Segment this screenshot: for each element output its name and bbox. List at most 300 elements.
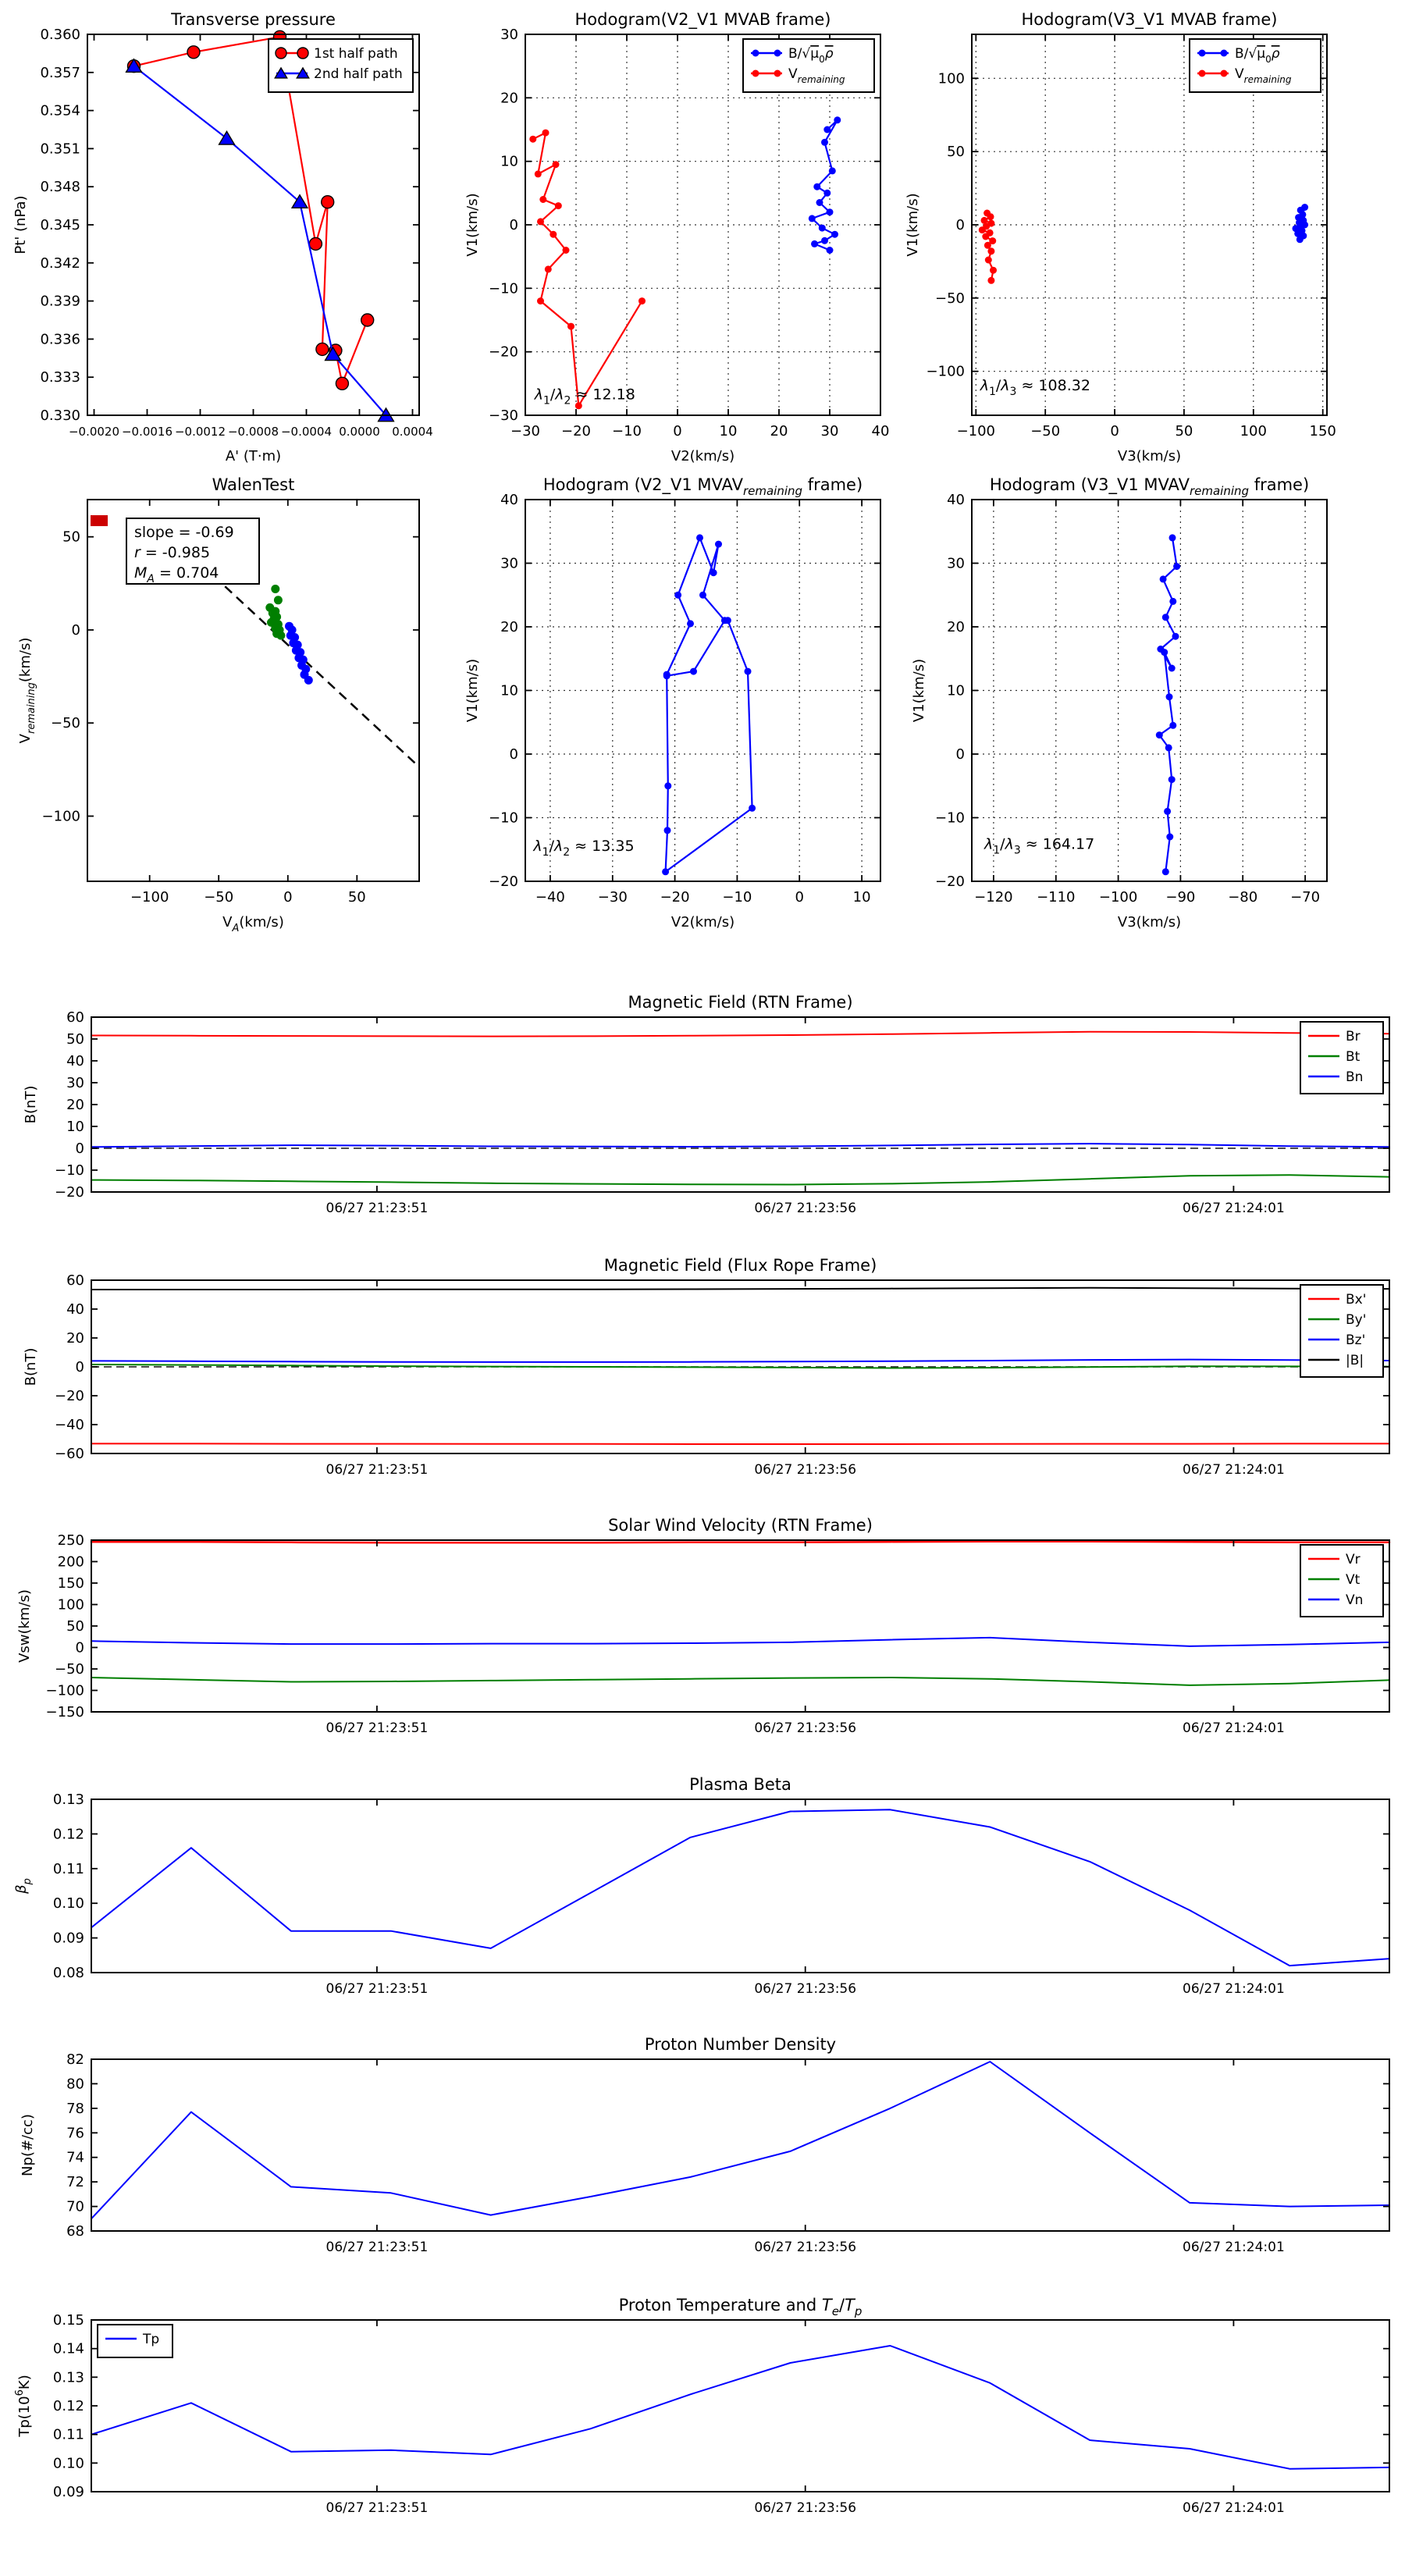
proton-temp-ytick-label: 0.13 (52, 2369, 84, 2386)
mag-rtn-xtick-label: 06/27 21:24:01 (1183, 1201, 1285, 1216)
mag-fluxrope-ytick-label: 40 (66, 1301, 84, 1318)
hodogram-v3v1-mvab-marker-v-remaining (987, 247, 994, 254)
vsw-rtn-axes-frame (91, 1540, 1389, 1712)
walen-test-stats-line: $M_A = 0.704$ (134, 564, 219, 585)
plasma-beta-ytick-label: 0.08 (52, 1965, 84, 1981)
hodogram-v3v1-mvab-markers-b-alfven (1293, 204, 1309, 243)
mag-fluxrope-legend-label: Bx' (1346, 1292, 1367, 1308)
transverse-pressure-marker-first-half-path (361, 314, 374, 326)
mag-fluxrope-ytick-label: −20 (55, 1388, 84, 1404)
hodogram-v3v1-mvav-marker-trace (1168, 665, 1176, 672)
mag-rtn-xtick-label: 06/27 21:23:56 (754, 1201, 857, 1216)
hodogram-v2v1-mvav-annotation-0: $\lambda_1/\lambda_2 \approx 13.35$ (533, 837, 635, 859)
vsw-rtn-legend-label: Vr (1346, 1552, 1361, 1567)
hodogram-v2v1-mvav-marker-trace (664, 782, 671, 789)
hodogram-v2v1-mvab-marker-v-remaining (638, 297, 646, 304)
mag-fluxrope-legend-label: |B| (1346, 1353, 1364, 1368)
hodogram-v2v1-mvab-marker-v-remaining (563, 247, 570, 254)
hodogram-v3v1-mvav-xtick-label: −110 (1037, 889, 1076, 906)
proton-temp-legend (98, 2325, 173, 2357)
proton-temp-xtick-label: 06/27 21:24:01 (1183, 2500, 1285, 2516)
transverse-pressure-marker-first-half-path (187, 46, 200, 59)
plasma-beta-ytick-label: 0.10 (52, 1895, 84, 1912)
walen-test-fit-line (202, 565, 419, 767)
hodogram-v3v1-mvav-ytick-label: −20 (935, 873, 965, 890)
hodogram-v2v1-mvab-marker-b-alfven (809, 215, 816, 222)
hodogram-v3v1-mvab-xlabel: V3(km/s) (1117, 448, 1182, 464)
hodogram-v2v1-mvav-xtick-label: −10 (722, 889, 752, 906)
hodogram-v2v1-mvab-markers-v-remaining (529, 130, 646, 410)
transverse-pressure-ytick-label: 0.354 (40, 102, 80, 119)
proton-temp-xtick-label: 06/27 21:23:51 (325, 2500, 429, 2516)
proton-density (20, 2035, 1389, 2255)
plasma-beta-ytick-label: 0.13 (52, 1791, 84, 1808)
walen-test-marker-walen-green (271, 585, 279, 593)
hodogram-v2v1-mvab-ytick-label: 30 (500, 27, 518, 43)
transverse-pressure (12, 10, 433, 464)
hodogram-v2v1-mvab-legend-marker (752, 50, 759, 57)
transverse-pressure-ytick-label: 0.360 (40, 27, 80, 43)
hodogram-v2v1-mvab-legend-marker (774, 50, 781, 57)
transverse-pressure-ytick-label: 0.345 (40, 217, 80, 233)
transverse-pressure-marker-first-half-path (336, 377, 348, 390)
hodogram-v2v1-mvab-marker-v-remaining (537, 218, 544, 225)
hodogram-v2v1-mvab-marker-v-remaining (529, 136, 536, 143)
hodogram-v3v1-mvav-ytick-label: 30 (947, 555, 965, 572)
hodogram-v2v1-mvav-xtick-label: −30 (597, 889, 628, 906)
hodogram-v3v1-mvab-marker-v-remaining (979, 226, 986, 233)
plasma-beta-xtick-label: 06/27 21:23:56 (754, 1981, 857, 1997)
transverse-pressure-xtick-label: −0.0012 (174, 425, 226, 439)
hodogram-v2v1-mvav-marker-trace (724, 617, 731, 624)
walen-test-xtick-label: −100 (130, 889, 169, 906)
hodogram-v2v1-mvab-marker-v-remaining (553, 161, 560, 168)
proton-density-xtick-label: 06/27 21:23:56 (754, 2240, 857, 2255)
hodogram-v2v1-mvab-marker-v-remaining (550, 231, 557, 238)
mag-rtn-ytick-label: 40 (66, 1053, 84, 1069)
proton-density-series-np (91, 2062, 1389, 2218)
transverse-pressure-xtick-label: −0.0020 (68, 425, 120, 439)
proton-density-ytick-label: 80 (66, 2076, 84, 2093)
hodogram-v3v1-mvav-marker-trace (1156, 731, 1163, 738)
hodogram-v2v1-mvab-marker-b-alfven (816, 199, 823, 206)
plasma-beta-ytick-label: 0.12 (52, 1826, 84, 1843)
hodogram-v2v1-mvav-ytick-label: 40 (500, 492, 518, 508)
hodogram-v3v1-mvav-title: Hodogram (V3_V1 $MVAV_{remaining}$ frame) (989, 475, 1310, 498)
mag-rtn-ytick-label: 0 (75, 1140, 84, 1157)
transverse-pressure-legend-marker (276, 48, 286, 59)
vsw-rtn-ytick-label: 200 (57, 1553, 84, 1571)
hodogram-v2v1-mvab-legend (743, 39, 874, 92)
mag-rtn-legend-label: Br (1346, 1029, 1361, 1044)
proton-temp-legend-label: Tp (143, 2332, 160, 2347)
hodogram-v3v1-mvab-marker-v-remaining (987, 213, 994, 220)
walen-test-ytick-label: 0 (71, 622, 80, 639)
vsw-rtn-ytick-label: 250 (57, 1532, 84, 1549)
hodogram-v2v1-mvav-marker-trace (715, 541, 722, 548)
hodogram-v3v1-mvav-marker-trace (1162, 868, 1169, 875)
mag-fluxrope-legend (1300, 1285, 1383, 1377)
mag-rtn-axes-frame (91, 1017, 1389, 1192)
hodogram-v3v1-mvab-xtick-label: −100 (956, 423, 996, 439)
hodogram-v3v1-mvab-ytick-label: −50 (935, 290, 965, 307)
hodogram-v2v1-mvab-xtick-label: −30 (510, 423, 540, 439)
proton-density-ytick-label: 76 (66, 2125, 84, 2142)
mag-fluxrope-series-by (91, 1364, 1389, 1368)
transverse-pressure-ylabel: Pt' (nPa) (12, 195, 29, 254)
hodogram-v2v1-mvav-ytick-label: −20 (489, 873, 518, 890)
hodogram-v2v1-mvav-marker-trace (687, 620, 694, 627)
hodogram-v3v1-mvab-legend (1190, 39, 1321, 92)
vsw-rtn-title: Solar Wind Velocity (RTN Frame) (608, 1516, 873, 1535)
vsw-rtn-legend-label: Vt (1346, 1572, 1361, 1588)
vsw-rtn-series-vn (91, 1638, 1389, 1646)
hodogram-v3v1-mvab-marker-b-alfven (1297, 236, 1304, 243)
mag-fluxrope-ytick-label: 20 (66, 1330, 84, 1347)
hodogram-v2v1-mvab-ytick-label: −20 (489, 343, 518, 361)
proton-density-ytick-label: 68 (66, 2223, 84, 2240)
plasma-beta (13, 1775, 1389, 1997)
hodogram-v2v1-mvab-xtick-label: −20 (561, 423, 591, 439)
hodogram-v3v1-mvav-marker-trace (1166, 834, 1173, 841)
transverse-pressure-legend-marker (297, 48, 308, 59)
mag-rtn-legend-box (1300, 1022, 1383, 1094)
hodogram-v2v1-mvab-ytick-label: −10 (489, 280, 518, 297)
hodogram-v2v1-mvab-marker-v-remaining (545, 265, 552, 272)
hodogram-v3v1-mvav-ytick-label: 0 (955, 746, 965, 763)
vsw-rtn-ytick-label: −50 (55, 1661, 84, 1678)
mag-fluxrope-ytick-label: 0 (75, 1359, 84, 1375)
vsw-rtn-xtick-label: 06/27 21:23:51 (325, 1720, 429, 1736)
mag-fluxrope-series-bz (91, 1360, 1389, 1362)
walen-test-ytick-label: −50 (51, 715, 80, 732)
vsw-rtn-ytick-label: 0 (75, 1639, 84, 1656)
hodogram-v3v1-mvav-marker-trace (1164, 808, 1171, 815)
mag-fluxrope-series-bx (91, 1443, 1389, 1444)
hodogram-v3v1-mvab-legend-marker (1221, 50, 1228, 57)
hodogram-v2v1-mvav-ytick-label: 30 (500, 555, 518, 572)
transverse-pressure-ytick-label: 0.339 (40, 293, 80, 310)
hodogram-v3v1-mvav-marker-trace (1169, 534, 1176, 541)
walen-test-xtick-label: 50 (347, 889, 366, 906)
mag-rtn-ytick-label: 60 (66, 1009, 84, 1026)
hodogram-v3v1-mvav-xtick-label: −80 (1228, 889, 1258, 906)
mag-fluxrope-series-bmag (91, 1288, 1389, 1290)
hodogram-v2v1-mvav-marker-trace (674, 592, 681, 599)
hodogram-v3v1-mvav-marker-trace (1169, 598, 1176, 605)
plasma-beta-xtick-label: 06/27 21:24:01 (1183, 1981, 1285, 1997)
hodogram-v3v1-mvab-ytick-label: −100 (926, 363, 965, 380)
mag-rtn-ytick-label: −20 (55, 1184, 84, 1201)
hodogram-v2v1-mvab-xtick-label: 10 (719, 423, 738, 439)
hodogram-v3v1-mvab-marker-v-remaining (982, 233, 989, 240)
hodogram-v2v1-mvab-legend-label: $V_{remaining}$ (788, 66, 845, 85)
hodogram-v2v1-mvab-marker-b-alfven (834, 116, 841, 123)
walen-test-stats-line: slope = -0.69 (134, 524, 234, 541)
proton-temp-axes-frame (91, 2320, 1389, 2492)
mag-fluxrope-legend-label: By' (1346, 1312, 1367, 1328)
vsw-rtn-legend (1300, 1545, 1383, 1617)
transverse-pressure-legend-label: 2nd half path (314, 66, 403, 82)
proton-temp-ytick-label: 0.12 (52, 2398, 84, 2414)
hodogram-v2v1-mvab-marker-b-alfven (829, 167, 836, 174)
walen-test (17, 475, 419, 934)
hodogram-v2v1-mvab-marker-b-alfven (821, 139, 828, 146)
transverse-pressure-legend (269, 39, 413, 92)
hodogram-v3v1-mvav-annotation-0: $\lambda_1/\lambda_3 \approx 164.17$ (984, 835, 1095, 857)
proton-density-ytick-label: 78 (66, 2100, 84, 2117)
hodogram-v3v1-mvav-marker-trace (1162, 614, 1169, 621)
hodogram-v2v1-mvab-legend-marker (752, 70, 759, 77)
walen-test-marker-walen-green (276, 632, 285, 640)
proton-density-axes-frame (91, 2059, 1389, 2231)
hodogram-v2v1-mvab-ylabel: V1(km/s) (464, 193, 481, 257)
hodogram-v3v1-mvav-ytick-label: 40 (947, 492, 965, 508)
hodogram-v2v1-mvab-xtick-label: 0 (673, 423, 682, 439)
hodogram-v2v1-mvab-title: Hodogram(V2_V1 MVAB frame) (574, 10, 831, 29)
hodogram-v2v1-mvab-marker-v-remaining (542, 130, 550, 137)
transverse-pressure-markers-second-half-path (126, 59, 394, 422)
hodogram-v3v1-mvab-ytick-label: 100 (937, 70, 965, 87)
transverse-pressure-xlabel: A' (T·m) (225, 448, 282, 464)
hodogram-v3v1-mvab-annotation-0: $\lambda_1/\lambda_3 \approx 108.32$ (980, 377, 1090, 399)
mag-rtn-title: Magnetic Field (RTN Frame) (628, 993, 853, 1012)
hodogram-v2v1-mvab-marker-b-alfven (823, 190, 831, 197)
hodogram-v3v1-mvav-marker-trace (1160, 575, 1167, 582)
hodogram-v2v1-mvab-marker-v-remaining (555, 202, 562, 209)
proton-temp-legend-box (98, 2325, 173, 2357)
hodogram-v2v1-mvab-ytick-label: 20 (500, 90, 518, 107)
vsw-rtn-series-vr (91, 1542, 1389, 1543)
hodogram-v2v1-mvab-marker-b-alfven (813, 183, 820, 190)
hodogram-v2v1-mvab (464, 10, 889, 464)
mag-rtn-series-bt (91, 1175, 1389, 1184)
hodogram-v3v1-mvab-marker-b-alfven (1301, 204, 1308, 211)
hodogram-v2v1-mvav-marker-trace (696, 534, 703, 541)
plasma-beta-axes-frame (91, 1799, 1389, 1973)
vsw-rtn-legend-box (1300, 1545, 1383, 1617)
transverse-pressure-title: Transverse pressure (171, 10, 336, 29)
hodogram-v2v1-mvav-marker-trace (699, 592, 706, 599)
hodogram-v3v1-mvav-xtick-label: −90 (1165, 889, 1196, 906)
proton-temp-ytick-label: 0.15 (52, 2312, 84, 2329)
hodogram-v3v1-mvav-marker-trace (1165, 744, 1172, 751)
hodogram-v2v1-mvab-xtick-label: 40 (871, 423, 890, 439)
hodogram-v2v1-mvav-xlabel: V2(km/s) (670, 914, 735, 930)
hodogram-v2v1-mvab-marker-b-alfven (823, 126, 831, 133)
proton-density-xtick-label: 06/27 21:24:01 (1183, 2240, 1285, 2255)
mag-fluxrope-xtick-label: 06/27 21:23:56 (754, 1462, 857, 1478)
hodogram-v3v1-mvav-ytick-label: 20 (947, 619, 965, 635)
walen-test-xlabel: $V_A(km/s)$ (222, 914, 284, 934)
plasma-beta-ylabel: $\beta_p$ (13, 1878, 34, 1894)
hodogram-v2v1-mvav (464, 475, 880, 930)
walen-test-ytick-label: 50 (62, 528, 80, 546)
walen-test-ytick-label: −100 (41, 808, 80, 825)
hodogram-v3v1-mvab (905, 10, 1336, 464)
hodogram-v2v1-mvav-ytick-label: −10 (489, 809, 518, 827)
hodogram-v3v1-mvab-xtick-label: 100 (1240, 423, 1267, 439)
vsw-rtn-ytick-label: −100 (45, 1682, 84, 1699)
hodogram-v2v1-mvav-marker-trace (664, 827, 671, 834)
mag-fluxrope-xtick-label: 06/27 21:24:01 (1183, 1462, 1285, 1478)
transverse-pressure-marker-first-half-path (322, 196, 334, 208)
transverse-pressure-marker-first-half-path (316, 343, 329, 355)
hodogram-v3v1-mvab-xtick-label: 150 (1309, 423, 1336, 439)
hodogram-v3v1-mvab-legend-label: $V_{remaining}$ (1235, 66, 1292, 85)
hodogram-v2v1-mvab-ytick-label: 10 (500, 153, 518, 170)
hodogram-v3v1-mvav-ytick-label: −10 (935, 809, 965, 827)
hodogram-v3v1-mvab-marker-v-remaining (990, 267, 997, 274)
hodogram-v2v1-mvab-marker-b-alfven (831, 231, 838, 238)
hodogram-v2v1-mvav-series-trace (666, 538, 752, 872)
plasma-beta-xtick-label: 06/27 21:23:51 (325, 1981, 429, 1997)
mag-fluxrope-ytick-label: 60 (66, 1272, 84, 1289)
proton-temp-ytick-label: 0.14 (52, 2340, 84, 2357)
hodogram-v3v1-mvab-legend-label: $B/√\mu_0\rho$ (1235, 46, 1280, 65)
mag-rtn-series-br (91, 1032, 1389, 1037)
mag-fluxrope-ytick-label: −40 (55, 1417, 84, 1433)
transverse-pressure-marker-first-half-path (309, 237, 322, 250)
hodogram-v2v1-mvab-annotation-0: $\lambda_1/\lambda_2 \approx 12.18$ (534, 386, 635, 407)
proton-temp-ytick-label: 0.10 (52, 2455, 84, 2472)
mag-fluxrope-ytick-label: −60 (55, 1446, 84, 1462)
hodogram-v2v1-mvav-xtick-label: −40 (535, 889, 565, 906)
mag-rtn-xtick-label: 06/27 21:23:51 (325, 1201, 429, 1216)
mag-rtn-ytick-label: 20 (66, 1097, 84, 1113)
hodogram-v3v1-mvab-markers-v-remaining (979, 210, 997, 284)
hodogram-v2v1-mvab-marker-b-alfven (811, 240, 818, 247)
transverse-pressure-ytick-label: 0.333 (40, 369, 80, 386)
transverse-pressure-ytick-label: 0.336 (40, 331, 80, 348)
hodogram-v2v1-mvav-xtick-label: 0 (795, 889, 804, 906)
hodogram-v3v1-mvab-legend-marker (1199, 70, 1206, 77)
proton-temp-ylabel: $Tp(10^6K)$ (14, 2375, 33, 2437)
transverse-pressure-ytick-label: 0.330 (40, 407, 80, 424)
hodogram-v2v1-mvab-marker-b-alfven (827, 247, 834, 254)
hodogram-v2v1-mvav-marker-trace (663, 672, 670, 679)
transverse-pressure-xtick-label: 0.0000 (339, 425, 380, 439)
hodogram-v3v1-mvab-xtick-label: −50 (1030, 423, 1061, 439)
hodogram-v3v1-mvab-xtick-label: 50 (1175, 423, 1193, 439)
hodogram-v2v1-mvab-ytick-label: −30 (489, 407, 518, 424)
proton-temp-xtick-label: 06/27 21:23:56 (754, 2500, 857, 2516)
hodogram-v2v1-mvab-xtick-label: 30 (820, 423, 839, 439)
mag-fluxrope (23, 1256, 1389, 1478)
walen-test-corner-marker (91, 515, 108, 526)
transverse-pressure-xtick-label: −0.0016 (121, 425, 173, 439)
hodogram-v3v1-mvab-title: Hodogram(V3_V1 MVAB frame) (1021, 10, 1278, 29)
hodogram-v3v1-mvab-ytick-label: 50 (947, 144, 965, 161)
hodogram-v2v1-mvab-xtick-label: −10 (612, 423, 642, 439)
vsw-rtn-xtick-label: 06/27 21:24:01 (1183, 1720, 1285, 1736)
hodogram-v3v1-mvav-marker-trace (1166, 693, 1173, 700)
hodogram-v2v1-mvav-xtick-label: −20 (660, 889, 690, 906)
hodogram-v3v1-mvav-xtick-label: −100 (1098, 889, 1138, 906)
hodogram-v2v1-mvab-legend-marker (774, 70, 781, 77)
hodogram-v2v1-mvab-marker-v-remaining (539, 196, 546, 203)
hodogram-v2v1-mvav-ytick-label: 20 (500, 619, 518, 635)
hodogram-v2v1-mvab-marker-b-alfven (821, 237, 828, 244)
hodogram-v3v1-mvav-marker-trace (1173, 563, 1180, 570)
plasma-beta-ytick-label: 0.11 (52, 1860, 84, 1877)
transverse-pressure-series-second-half-path (134, 66, 386, 415)
mag-fluxrope-ylabel: B(nT) (23, 1347, 39, 1386)
mag-rtn-ytick-label: 10 (66, 1119, 84, 1135)
mag-rtn-ytick-label: 50 (66, 1031, 84, 1048)
hodogram-v2v1-mvav-ytick-label: 0 (509, 746, 518, 763)
transverse-pressure-xtick-label: −0.0008 (227, 425, 279, 439)
proton-density-ytick-label: 74 (66, 2149, 84, 2166)
proton-density-ytick-label: 82 (66, 2051, 84, 2068)
hodogram-v2v1-mvav-marker-trace (690, 668, 697, 675)
proton-density-ylabel: Np(#/cc) (20, 2114, 36, 2176)
proton-density-ytick-label: 70 (66, 2198, 84, 2215)
hodogram-v2v1-mvab-ytick-label: 0 (509, 217, 518, 233)
hodogram-v2v1-mvav-marker-trace (745, 668, 752, 675)
vsw-rtn-legend-label: Vn (1346, 1592, 1364, 1608)
mag-rtn-legend-label: Bn (1346, 1069, 1364, 1085)
walen-test-markers-walen-green (265, 585, 285, 640)
mag-rtn-ytick-label: −10 (55, 1162, 84, 1179)
walen-test-title: WalenTest (212, 475, 295, 494)
proton-temp-ytick-label: 0.09 (52, 2484, 84, 2500)
mag-rtn-ytick-label: 30 (66, 1075, 84, 1091)
plasma-beta-ytick-label: 0.09 (52, 1930, 84, 1947)
plasma-beta-title: Plasma Beta (689, 1775, 791, 1794)
hodogram-v3v1-mvav (911, 475, 1327, 930)
proton-temp-series-tp (91, 2346, 1389, 2469)
hodogram-v3v1-mvab-legend-marker (1221, 70, 1228, 77)
hodogram-v2v1-mvav-markers-trace (662, 534, 756, 875)
hodogram-v2v1-mvav-marker-trace (749, 805, 756, 812)
hodogram-v3v1-mvav-xtick-label: −70 (1290, 889, 1321, 906)
walen-test-stats-line: r = -0.985 (134, 544, 211, 561)
hodogram-v2v1-mvab-xtick-label: 20 (770, 423, 788, 439)
walen-test-xtick-label: −50 (204, 889, 234, 906)
hodogram-v3v1-mvav-marker-trace (1168, 776, 1176, 783)
transverse-pressure-ytick-label: 0.348 (40, 179, 80, 196)
hodogram-v2v1-mvab-xlabel: V2(km/s) (670, 448, 735, 464)
hodogram-v3v1-mvab-marker-v-remaining (987, 277, 994, 284)
mag-fluxrope-xtick-label: 06/27 21:23:51 (325, 1462, 429, 1478)
hodogram-v2v1-mvav-xtick-label: 10 (852, 889, 871, 906)
hodogram-v2v1-mvab-marker-v-remaining (535, 170, 542, 177)
vsw-rtn-ylabel: Vsw(km/s) (16, 1589, 33, 1663)
proton-density-title: Proton Number Density (644, 2035, 837, 2054)
hodogram-v2v1-mvab-marker-v-remaining (537, 297, 544, 304)
walen-test-marker-walen-blue (304, 676, 313, 685)
hodogram-v2v1-mvav-title: Hodogram (V2_V1 $MVAV_{remaining}$ frame) (542, 475, 863, 498)
vsw-rtn-ytick-label: 150 (57, 1575, 84, 1592)
walen-test-marker-walen-green (274, 596, 283, 604)
hodogram-v3v1-mvav-marker-trace (1161, 649, 1168, 656)
mag-rtn-series-bn (91, 1144, 1389, 1147)
vsw-rtn-series-vt (91, 1678, 1389, 1685)
hodogram-v3v1-mvab-marker-v-remaining (984, 242, 991, 249)
transverse-pressure-xtick-label: −0.0004 (280, 425, 333, 439)
walen-test-xtick-label: 0 (283, 889, 293, 906)
vsw-rtn-ytick-label: −150 (45, 1704, 84, 1720)
mag-rtn-ylabel: B(nT) (23, 1085, 39, 1124)
vsw-rtn-xtick-label: 06/27 21:23:56 (754, 1720, 857, 1736)
hodogram-v2v1-mvab-marker-b-alfven (827, 208, 834, 215)
hodogram-v3v1-mvab-marker-v-remaining (985, 257, 992, 264)
hodogram-v2v1-mvab-legend-label: $B/√\mu_0\rho$ (788, 46, 834, 65)
hodogram-v2v1-mvav-marker-trace (662, 868, 669, 875)
hodogram-v2v1-mvab-markers-b-alfven (809, 116, 841, 254)
vsw-rtn-ytick-label: 100 (57, 1596, 84, 1614)
